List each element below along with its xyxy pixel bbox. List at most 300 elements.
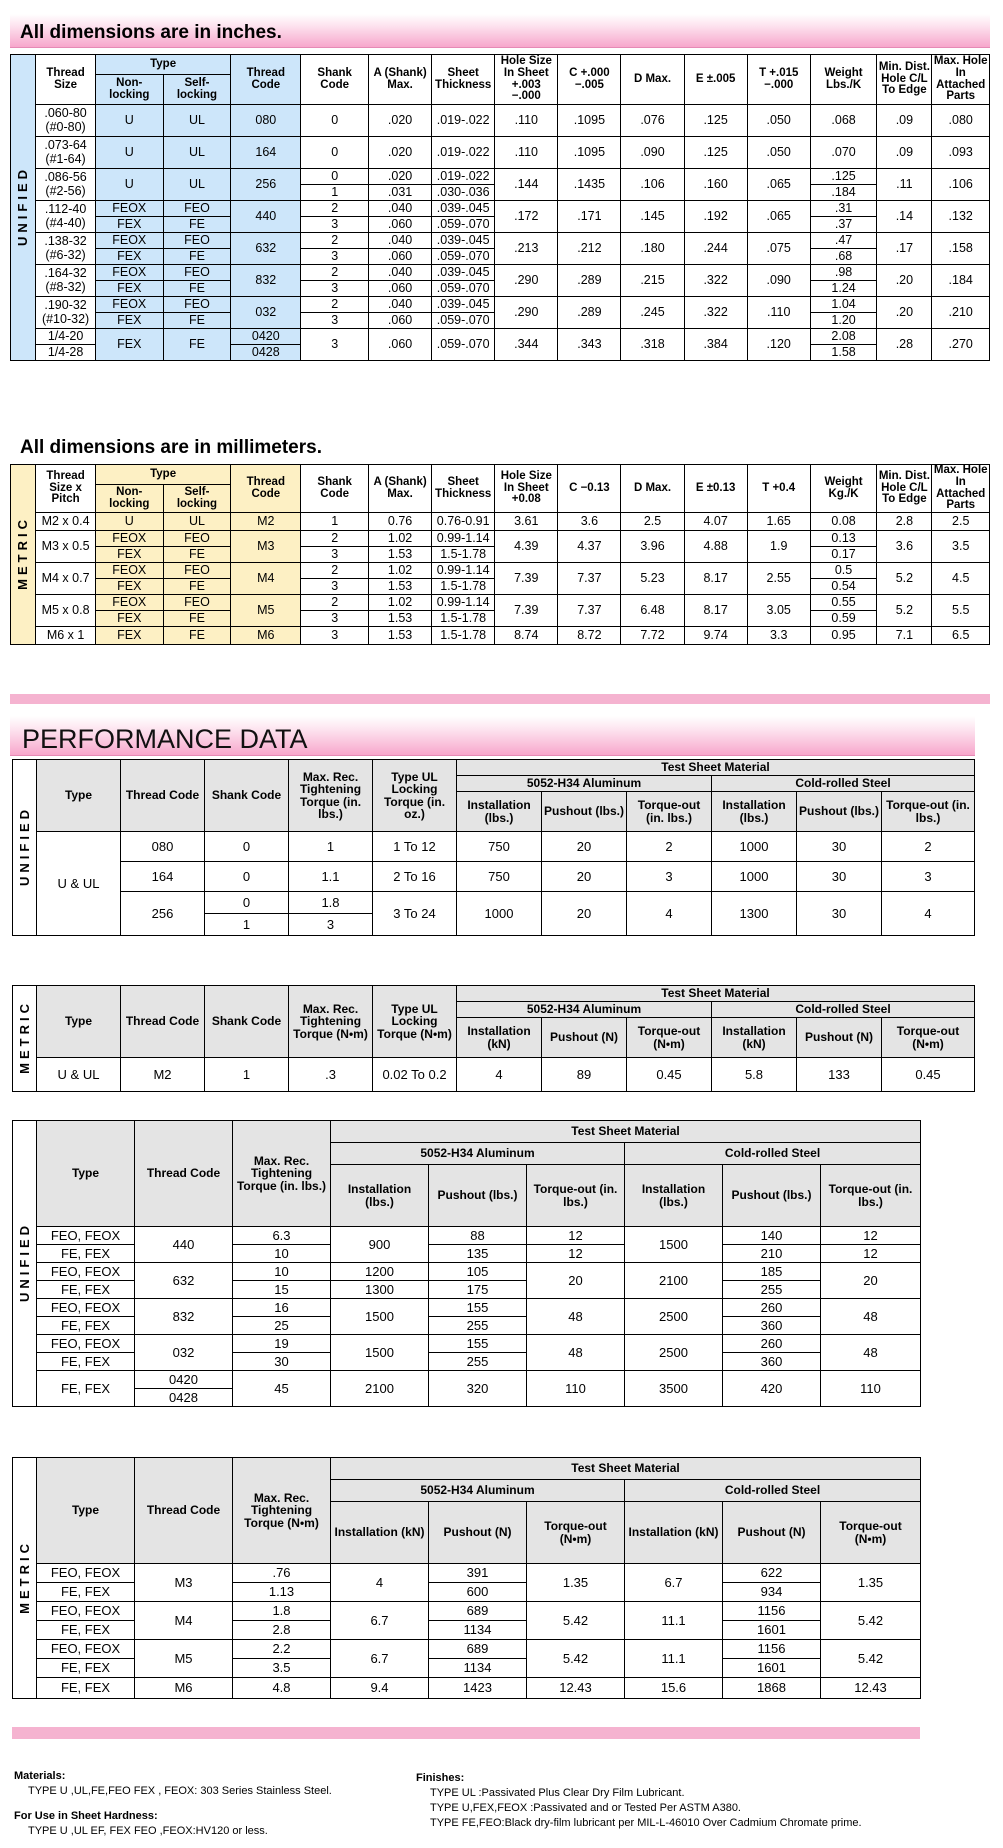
col-header: D Max. bbox=[621, 55, 684, 105]
a-value: .060 bbox=[369, 329, 432, 361]
max-torque: 15 bbox=[233, 1281, 331, 1299]
steel-pushout: 1601 bbox=[723, 1621, 821, 1640]
e-value: .125 bbox=[684, 137, 747, 169]
perf-fe-inch-table bbox=[12, 1120, 921, 1407]
steel-pushout: 30 bbox=[797, 862, 882, 892]
max-hole: .093 bbox=[932, 137, 990, 169]
table-row bbox=[11, 105, 990, 121]
type: FEO, FEOX bbox=[37, 1564, 135, 1583]
alu-pushout: 255 bbox=[429, 1353, 527, 1371]
sheet-thickness: .030-.036 bbox=[432, 185, 495, 201]
thread-code: 440 bbox=[135, 1227, 233, 1263]
thread-code: 164 bbox=[121, 862, 205, 892]
type-self-locking: FE bbox=[163, 281, 231, 297]
t-value: .050 bbox=[747, 137, 810, 169]
table-row bbox=[13, 862, 975, 892]
shank-code: 0 bbox=[301, 105, 369, 137]
alu-pushout: 20 bbox=[542, 832, 627, 862]
alu-torqueout: 4 bbox=[627, 892, 712, 936]
thread-code: M5 bbox=[135, 1640, 233, 1678]
d-value: 3.96 bbox=[621, 531, 684, 563]
ul-torque: 2 To 16 bbox=[373, 862, 457, 892]
col-header: Max. Hole In Attached Parts bbox=[933, 464, 988, 512]
min-dist: 5.2 bbox=[877, 595, 932, 627]
steel-install: 11.1 bbox=[625, 1640, 723, 1678]
weight: 0.54 bbox=[810, 579, 877, 595]
thread-code: M4 bbox=[135, 1602, 233, 1640]
cell-sp: 133 bbox=[797, 1058, 882, 1092]
a-value: .020 bbox=[369, 105, 432, 137]
col-header: Type bbox=[37, 1121, 135, 1227]
sheet-thickness: .039-.045 bbox=[432, 201, 495, 217]
sheet-thickness: 1.5-1.78 bbox=[432, 579, 495, 595]
col-header: Max. Rec. Tightening Torque (N•m) bbox=[233, 1458, 331, 1564]
thread-size: .164-32 (#8-32) bbox=[36, 265, 96, 297]
bottom-bar bbox=[12, 1727, 920, 1739]
steel-install: 2500 bbox=[625, 1335, 723, 1371]
col-header: E ±0.13 bbox=[684, 465, 747, 513]
type-non-locking: FEOX bbox=[95, 201, 163, 217]
weight: .37 bbox=[810, 217, 877, 233]
steel-pushout: 360 bbox=[723, 1317, 821, 1335]
col-header: Thread Code bbox=[231, 55, 301, 105]
col-header: A (Shank) Max. bbox=[369, 465, 432, 513]
min-dist: .20 bbox=[877, 265, 932, 297]
min-dist: 7.1 bbox=[877, 627, 932, 645]
max-torque: 19 bbox=[233, 1335, 331, 1353]
col-header: 5052-H34 Aluminum bbox=[331, 1480, 625, 1502]
e-value: .160 bbox=[684, 169, 747, 201]
col-header: Type UL Locking Torque (in. oz.) bbox=[373, 760, 457, 832]
t-value: .065 bbox=[747, 201, 810, 233]
alu-pushout: 20 bbox=[542, 862, 627, 892]
alu-install: 6.7 bbox=[331, 1640, 429, 1678]
d-value: 5.23 bbox=[621, 563, 684, 595]
max-torque: 1.1 bbox=[289, 862, 373, 892]
cell-st: 0.45 bbox=[882, 1058, 975, 1092]
type: FE, FEX bbox=[37, 1317, 135, 1335]
col-header: Pushout (lbs.) bbox=[542, 792, 627, 832]
c-value: .1435 bbox=[558, 169, 621, 201]
mm-heading: All dimensions are in millimeters. bbox=[20, 437, 322, 458]
sheet-thickness: .039-.045 bbox=[432, 297, 495, 313]
alu-install: 6.7 bbox=[331, 1602, 429, 1640]
a-value: .040 bbox=[369, 297, 432, 313]
col-header: Pushout (lbs.) bbox=[429, 1165, 527, 1227]
thread-code: 032 bbox=[135, 1335, 233, 1371]
type-self-locking: UL bbox=[163, 513, 231, 531]
materials-title: Materials: bbox=[14, 1770, 66, 1782]
max-hole: 2.5 bbox=[932, 513, 990, 531]
type-non-locking: FEOX bbox=[95, 531, 163, 547]
shank-code: 0 bbox=[205, 832, 289, 862]
alu-install: 4 bbox=[331, 1564, 429, 1602]
weight: 0.5 bbox=[810, 563, 877, 579]
table-row bbox=[11, 627, 990, 645]
col-header: Pushout (N) bbox=[797, 1018, 882, 1058]
max-hole: .132 bbox=[932, 201, 990, 233]
col-header: Thread Code bbox=[135, 1121, 233, 1227]
steel-pushout: 140 bbox=[723, 1227, 821, 1245]
thread-code: 080 bbox=[121, 832, 205, 862]
cell-at: 0.45 bbox=[627, 1058, 712, 1092]
hardness-block bbox=[14, 1809, 268, 1839]
hardness-text: TYPE U ,UL EF, FEX FEO ,FEOX:HV120 or less. bbox=[28, 1824, 268, 1837]
col-header: Min. Dist. Hole C/L To Edge bbox=[877, 465, 932, 513]
min-dist: .09 bbox=[877, 137, 932, 169]
alu-torqueout: 3 bbox=[627, 862, 712, 892]
divider-bar bbox=[10, 694, 990, 704]
steel-install: 11.1 bbox=[625, 1602, 723, 1640]
col-header: Max. Rec. Tightening Torque (in. lbs.) bbox=[233, 1121, 331, 1227]
thread-size: 1/4-28 bbox=[36, 345, 96, 361]
col-header: Cold-rolled Steel bbox=[712, 1002, 975, 1018]
t-value: 3.05 bbox=[747, 595, 810, 627]
c-value: .1095 bbox=[558, 137, 621, 169]
hole-size: .290 bbox=[495, 265, 558, 297]
steel-install: 1300 bbox=[712, 892, 797, 936]
c-value: .1095 bbox=[558, 105, 621, 137]
col-header: Min. Dist. Hole C/L To Edge bbox=[877, 55, 932, 105]
a-value: .040 bbox=[369, 233, 432, 249]
alu-pushout: 175 bbox=[429, 1281, 527, 1299]
col-header: Torque-out (in. lbs.) bbox=[627, 792, 712, 832]
alu-pushout: 255 bbox=[429, 1317, 527, 1335]
table-row bbox=[11, 233, 990, 249]
col-header: Test Sheet Material bbox=[457, 760, 975, 776]
col-header: Torque-out (in. lbs.) bbox=[527, 1165, 625, 1227]
t-value: .120 bbox=[747, 329, 810, 361]
thread-size: 1/4-20 bbox=[36, 329, 96, 345]
alu-torqueout: 48 bbox=[527, 1299, 625, 1335]
a-value: .060 bbox=[369, 217, 432, 233]
alu-pushout: 1134 bbox=[429, 1659, 527, 1678]
steel-pushout: 260 bbox=[723, 1299, 821, 1317]
type-self-locking: FE bbox=[163, 249, 231, 265]
min-dist: .28 bbox=[877, 329, 932, 361]
type: FE, FEX bbox=[37, 1245, 135, 1263]
thread-code: 0420 bbox=[135, 1371, 233, 1389]
col-header: A (Shank) Max. bbox=[369, 55, 432, 105]
steel-torqueout: 20 bbox=[821, 1263, 921, 1299]
col-header: Max. Rec. Tightening Torque (in. lbs.) bbox=[289, 760, 373, 832]
d-value: 6.48 bbox=[621, 595, 684, 627]
table-row bbox=[13, 1602, 921, 1621]
shank-code: 3 bbox=[301, 249, 369, 265]
a-value: 1.53 bbox=[369, 611, 432, 627]
steel-pushout: 185 bbox=[723, 1263, 821, 1281]
weight: 0.59 bbox=[810, 611, 877, 627]
table-row bbox=[11, 595, 990, 611]
min-dist: .20 bbox=[877, 297, 932, 329]
alu-torqueout: 2 bbox=[627, 832, 712, 862]
steel-torqueout: 12 bbox=[821, 1227, 921, 1245]
t-value: 2.55 bbox=[747, 563, 810, 595]
table-row bbox=[11, 169, 990, 185]
steel-pushout: 934 bbox=[723, 1583, 821, 1602]
col-header: Shank Code bbox=[301, 465, 369, 513]
type: FEO, FEOX bbox=[37, 1263, 135, 1281]
sheet-thickness: .019-.022 bbox=[432, 169, 495, 185]
hole-size: .213 bbox=[495, 233, 558, 265]
sheet-thickness: .059-.070 bbox=[432, 217, 495, 233]
sheet-thickness: 0.99-1.14 bbox=[432, 531, 495, 547]
col-header: Installation (kN) bbox=[331, 1502, 429, 1564]
weight: .68 bbox=[810, 249, 877, 265]
type: FE, FEX bbox=[37, 1371, 135, 1407]
max-torque: 4.8 bbox=[233, 1678, 331, 1699]
weight: 1.20 bbox=[810, 313, 877, 329]
c-value: 4.37 bbox=[558, 531, 621, 563]
weight: .070 bbox=[810, 137, 877, 169]
alu-torqueout: 5.42 bbox=[527, 1640, 625, 1678]
col-header: Sheet Thickness bbox=[432, 55, 495, 105]
d-value: .180 bbox=[621, 233, 684, 265]
col-header: Type bbox=[95, 55, 230, 75]
thread-size: M6 x 1 bbox=[36, 627, 96, 645]
thread-size: .138-32 (#6-32) bbox=[36, 233, 96, 265]
steel-pushout: 30 bbox=[797, 892, 882, 936]
col-header: Installation (lbs.) bbox=[625, 1165, 723, 1227]
steel-torqueout: 12 bbox=[821, 1245, 921, 1263]
weight: .47 bbox=[810, 233, 877, 249]
thread-code: 0428 bbox=[135, 1389, 233, 1407]
max-hole: 3.5 bbox=[932, 531, 990, 563]
col-header: Hole Size In Sheet +.003 −.000 bbox=[495, 55, 558, 105]
alu-install: 900 bbox=[331, 1227, 429, 1263]
thread-code: M6 bbox=[231, 627, 301, 645]
cell-shank: 1 bbox=[205, 1058, 289, 1092]
min-dist: .11 bbox=[877, 169, 932, 201]
d-value: .090 bbox=[621, 137, 684, 169]
type-non-locking: FEX bbox=[95, 611, 163, 627]
type: FE, FEX bbox=[37, 1621, 135, 1640]
c-value: 3.6 bbox=[558, 513, 621, 531]
alu-pushout: 135 bbox=[429, 1245, 527, 1263]
weight: 0.17 bbox=[810, 547, 877, 563]
col-header: Thread Code bbox=[135, 1458, 233, 1564]
section-side-label: METRIC bbox=[13, 1458, 37, 1699]
type-non-locking: FEX bbox=[95, 217, 163, 233]
col-header: Installation (lbs.) bbox=[712, 792, 797, 832]
max-hole: .106 bbox=[932, 169, 990, 201]
cell-max: .3 bbox=[289, 1058, 373, 1092]
steel-pushout: 1601 bbox=[723, 1659, 821, 1678]
perf-fe-metric-table bbox=[12, 1457, 921, 1699]
col-header: Non-locking bbox=[95, 75, 163, 105]
weight: 1.24 bbox=[810, 281, 877, 297]
thread-size: .060-80 (#0-80) bbox=[36, 105, 96, 137]
alu-install: 1200 bbox=[331, 1263, 429, 1281]
max-torque: 3.5 bbox=[233, 1659, 331, 1678]
c-value: .171 bbox=[558, 201, 621, 233]
type-self-locking: FEO bbox=[163, 595, 231, 611]
t-value: 1.9 bbox=[747, 531, 810, 563]
type-non-locking: FEX bbox=[95, 313, 163, 329]
thread-size: .086-56 (#2-56) bbox=[36, 169, 96, 201]
col-header: Shank Code bbox=[205, 986, 289, 1058]
a-value: .020 bbox=[369, 169, 432, 185]
weight: 0.13 bbox=[810, 531, 877, 547]
col-header: Cold-rolled Steel bbox=[625, 1143, 921, 1165]
col-header: Weight Lbs./K bbox=[810, 55, 877, 105]
shank-code: 2 bbox=[301, 265, 369, 281]
t-value: .110 bbox=[747, 297, 810, 329]
finish-line: TYPE U,FEX,FEOX :Passivated and or Tested Per ASTM A380. bbox=[430, 1801, 741, 1814]
mm-dimension-table bbox=[10, 464, 990, 645]
type-self-locking: UL bbox=[163, 169, 231, 201]
section-side-label: METRIC bbox=[11, 465, 36, 645]
alu-pushout: 1423 bbox=[429, 1678, 527, 1699]
steel-install: 3500 bbox=[625, 1371, 723, 1407]
sheet-thickness: .059-.070 bbox=[432, 313, 495, 329]
a-value: 1.53 bbox=[369, 579, 432, 595]
section-side-label: UNIFIED bbox=[11, 55, 36, 361]
type: FE, FEX bbox=[37, 1281, 135, 1299]
a-value: 0.76 bbox=[369, 513, 432, 531]
alu-install: 9.4 bbox=[331, 1678, 429, 1699]
type: FE, FEX bbox=[37, 1583, 135, 1602]
col-header: Type bbox=[95, 465, 230, 485]
max-hole: 5.5 bbox=[932, 595, 990, 627]
col-header: Non-locking bbox=[95, 485, 163, 513]
steel-pushout: 1156 bbox=[723, 1640, 821, 1659]
thread-code: M3 bbox=[231, 531, 301, 563]
steel-pushout: 1868 bbox=[723, 1678, 821, 1699]
type-self-locking: FE bbox=[163, 547, 231, 563]
a-value: 1.02 bbox=[369, 595, 432, 611]
max-torque: .76 bbox=[233, 1564, 331, 1583]
weight: .068 bbox=[810, 105, 877, 137]
thread-size: M4 x 0.7 bbox=[36, 563, 96, 595]
table-row bbox=[11, 201, 990, 217]
steel-pushout: 260 bbox=[723, 1335, 821, 1353]
shank-code: 3 bbox=[301, 579, 369, 595]
steel-install: 6.7 bbox=[625, 1564, 723, 1602]
type-non-locking: FEOX bbox=[95, 563, 163, 579]
thread-code: 440 bbox=[231, 201, 301, 233]
inch-dimension-table bbox=[10, 54, 990, 361]
table-row bbox=[13, 1058, 975, 1092]
col-header: Thread Size x Pitch bbox=[36, 465, 96, 513]
shank-code: 3 bbox=[301, 547, 369, 563]
c-value: .289 bbox=[558, 297, 621, 329]
col-header: Cold-rolled Steel bbox=[712, 776, 975, 792]
ul-torque: 3 To 24 bbox=[373, 892, 457, 936]
steel-torqueout: 5.42 bbox=[821, 1640, 921, 1678]
thread-code: 632 bbox=[231, 233, 301, 265]
shank-code: 2 bbox=[301, 297, 369, 313]
type: FEO, FEOX bbox=[37, 1640, 135, 1659]
col-header: Test Sheet Material bbox=[331, 1458, 921, 1480]
e-value: 8.17 bbox=[684, 563, 747, 595]
steel-torqueout: 48 bbox=[821, 1335, 921, 1371]
type-non-locking: U bbox=[95, 513, 163, 531]
hole-size: .172 bbox=[495, 201, 558, 233]
e-value: .384 bbox=[684, 329, 747, 361]
alu-torqueout: 20 bbox=[527, 1263, 625, 1299]
max-hole: .270 bbox=[932, 329, 990, 361]
type: FEO, FEOX bbox=[37, 1335, 135, 1353]
hole-size: .344 bbox=[495, 329, 558, 361]
type-non-locking: FEOX bbox=[95, 595, 163, 611]
type-non-locking: FEOX bbox=[95, 297, 163, 313]
col-header: T +.015 −.000 bbox=[747, 55, 810, 105]
c-value: .343 bbox=[558, 329, 621, 361]
min-dist: 5.2 bbox=[877, 563, 932, 595]
weight: 0.95 bbox=[810, 627, 877, 645]
shank-code: 3 bbox=[301, 329, 369, 361]
min-dist: .14 bbox=[877, 201, 932, 233]
hardness-title: For Use in Sheet Hardness: bbox=[14, 1810, 158, 1822]
type-self-locking: FE bbox=[163, 329, 231, 361]
alu-install: 1500 bbox=[331, 1299, 429, 1335]
min-dist: .09 bbox=[877, 105, 932, 137]
alu-pushout: 320 bbox=[429, 1371, 527, 1407]
steel-install: 2500 bbox=[625, 1299, 723, 1335]
shank-code: 3 bbox=[301, 313, 369, 329]
steel-install: 1500 bbox=[625, 1227, 723, 1263]
alu-torqueout: 110 bbox=[527, 1371, 625, 1407]
type: FE, FEX bbox=[37, 1678, 135, 1699]
type-self-locking: FEO bbox=[163, 265, 231, 281]
table-row bbox=[11, 531, 990, 547]
col-header: Installation (kN) bbox=[457, 1018, 542, 1058]
t-value: .050 bbox=[747, 105, 810, 137]
e-value: 8.17 bbox=[684, 595, 747, 627]
thread-size: .112-40 (#4-40) bbox=[36, 201, 96, 233]
col-header: Sheet Thickness bbox=[432, 465, 495, 513]
t-value: 1.65 bbox=[747, 513, 810, 531]
e-value: 4.88 bbox=[684, 531, 747, 563]
sheet-thickness: .019-.022 bbox=[432, 137, 495, 169]
d-value: .215 bbox=[621, 265, 684, 297]
steel-install: 1000 bbox=[712, 862, 797, 892]
e-value: .125 bbox=[684, 105, 747, 137]
col-header: 5052-H34 Aluminum bbox=[331, 1143, 625, 1165]
col-header: Test Sheet Material bbox=[331, 1121, 921, 1143]
type-self-locking: FE bbox=[163, 579, 231, 595]
alu-torqueout: 12 bbox=[527, 1227, 625, 1245]
alu-torqueout: 1.35 bbox=[527, 1564, 625, 1602]
hole-size: 3.61 bbox=[495, 513, 558, 531]
finishes-block bbox=[416, 1771, 862, 1830]
steel-pushout: 420 bbox=[723, 1371, 821, 1407]
steel-torqueout: 3 bbox=[882, 862, 975, 892]
max-torque: 45 bbox=[233, 1371, 331, 1407]
weight: .184 bbox=[810, 185, 877, 201]
thread-code: 632 bbox=[135, 1263, 233, 1299]
shank-code: 3 bbox=[301, 627, 369, 645]
max-hole: .080 bbox=[932, 105, 990, 137]
col-header: Max. Rec. Tightening Torque (N•m) bbox=[289, 986, 373, 1058]
table-row bbox=[13, 1371, 921, 1389]
weight: 0.08 bbox=[810, 513, 877, 531]
type-non-locking: FEX bbox=[95, 627, 163, 645]
col-header: E ±.005 bbox=[684, 55, 747, 105]
col-header: Shank Code bbox=[301, 55, 369, 105]
perf-ul-metric-table bbox=[12, 985, 975, 1092]
steel-pushout: 30 bbox=[797, 832, 882, 862]
sheet-thickness: 0.99-1.14 bbox=[432, 563, 495, 579]
table-row bbox=[11, 265, 990, 281]
max-hole: 4.5 bbox=[932, 563, 990, 595]
table-row bbox=[13, 1640, 921, 1659]
max-torque: 30 bbox=[233, 1353, 331, 1371]
col-header: Thread Code bbox=[231, 465, 301, 513]
col-header: Installation (lbs.) bbox=[457, 792, 542, 832]
table-row bbox=[13, 1335, 921, 1353]
